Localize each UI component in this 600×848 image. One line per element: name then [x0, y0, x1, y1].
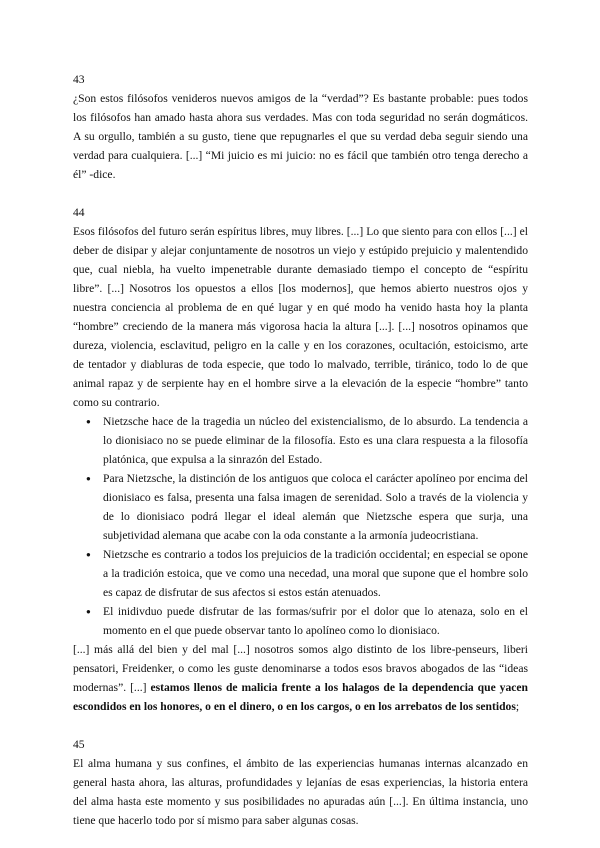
closing-text: [...] más allá del bien y del mal [...] nosotros somos algo distinto de los libre-penseurs, liberi pensatori, Freidenker, o como les guste denominarse a todos esos bravos abogados de las “ideas modernas”. [...] — [73, 643, 528, 694]
section-44-closing-paragraph — [73, 640, 528, 716]
bullet-item: ● El inidivduo puede disfrutar de las formas/sufrir por el dolor que lo atenaza, solo en el momento en el que puede observar tanto lo apolíneo como lo dionisiaco. — [103, 602, 528, 640]
bullet-item: ● Para Nietzsche, la distinción de los antiguos que coloca el carácter apolíneo por encima del dionisiaco es falsa, presenta una falsa imagen de serenidad. Solo a través de la violencia y de lo dionisiaco podrá llegar el ideal alemán que Nietzsche espera que surja, una subjetividad alemana que acabe con la oda constante a la armonía judeocristiana. — [103, 469, 528, 545]
bullet-list — [73, 412, 528, 640]
bullet-item: ● Nietzsche hace de la tragedia un núcleo del existencialismo, de lo absurdo. La tendencia a lo dionisiaco no se puede eliminar de la filosofía. Esto es una clara respuesta a la filosofía platónica, que expulsa a la sinrazón del Estado. — [103, 412, 528, 469]
section-44-paragraph: Esos filósofos del futuro serán espíritus libres, muy libres. [...] Lo que siento para con ellos [...] el deber de disipar y alejar conjuntamente de nosotros un viejo y estúpido prejuicio y malentendido que, cual niebla, ha vuelto impenetrable durante demasiado tiempo el concepto de “espíritu libre”. [...] Nosotros los opuestos a ellos [los modernos], que hemos abierto nuestros ojos y nuestra conciencia al problema de en qué lugar y en qué modo ha venido hasta hoy la planta “hombre” creciendo de la manera más vigorosa hacia la altura [...]. [...] nosotros opinamos que dureza, violencia, esclavitud, peligro en la calle y en los corazones, ocultación, estoicismo, arte de tentador y diabluras de toda especie, que todo lo malvado, terrible, tiránico, todo lo de que animal rapaz y de serpiente hay en el hombre sirve a la elevación de la especie “hombre” tanto como su contrario. — [73, 225, 528, 409]
document-page — [73, 70, 528, 830]
section-45-paragraph: El alma humana y sus confines, el ámbito de las experiencias humanas internas alcanzado en general hasta ahora, las alturas, profundidades y lejanías de esas experiencias, la historia entera del alma hasta este momento y sus posibilidades no apuradas aún [...]. En última instancia, uno tiene que hacerlo todo por sí mismo para saber algunas cosas. — [73, 757, 528, 827]
section-43-paragraph: ¿Son estos filósofos venideros nuevos amigos de la “verdad”? Es bastante probable: pues todos los filósofos han amado hasta ahora sus verdades. Mas con toda seguridad no serán dogmáticos. A su orgullo, también a su gusto, tiene que repugnarles el que su verdad deba seguir siendo una verdad para cualquiera. [...] “Mi juicio es mi juicio: no es fácil que también otro tenga derecho a él” -dice. — [73, 92, 528, 181]
closing-end: ; — [515, 700, 520, 713]
section-number-43: 43 — [73, 73, 85, 86]
section-number-45: 45 — [73, 738, 85, 751]
closing-bold-text: estamos llenos de malicia frente a los halagos de la dependencia que yacen escondidos en los honores, o en el dinero, o en los cargos, o en los arrebatos de los sentidos — [73, 681, 528, 713]
bullet-item: ● Nietzsche es contrario a todos los prejuicios de la tradición occidental; en especial se opone a la tradición estoica, que ve como una necedad, una moral que supone que el hombre solo es capaz de disfrutar de sus afectos si estos están atenuados. — [103, 545, 528, 602]
section-number-44: 44 — [73, 206, 85, 219]
